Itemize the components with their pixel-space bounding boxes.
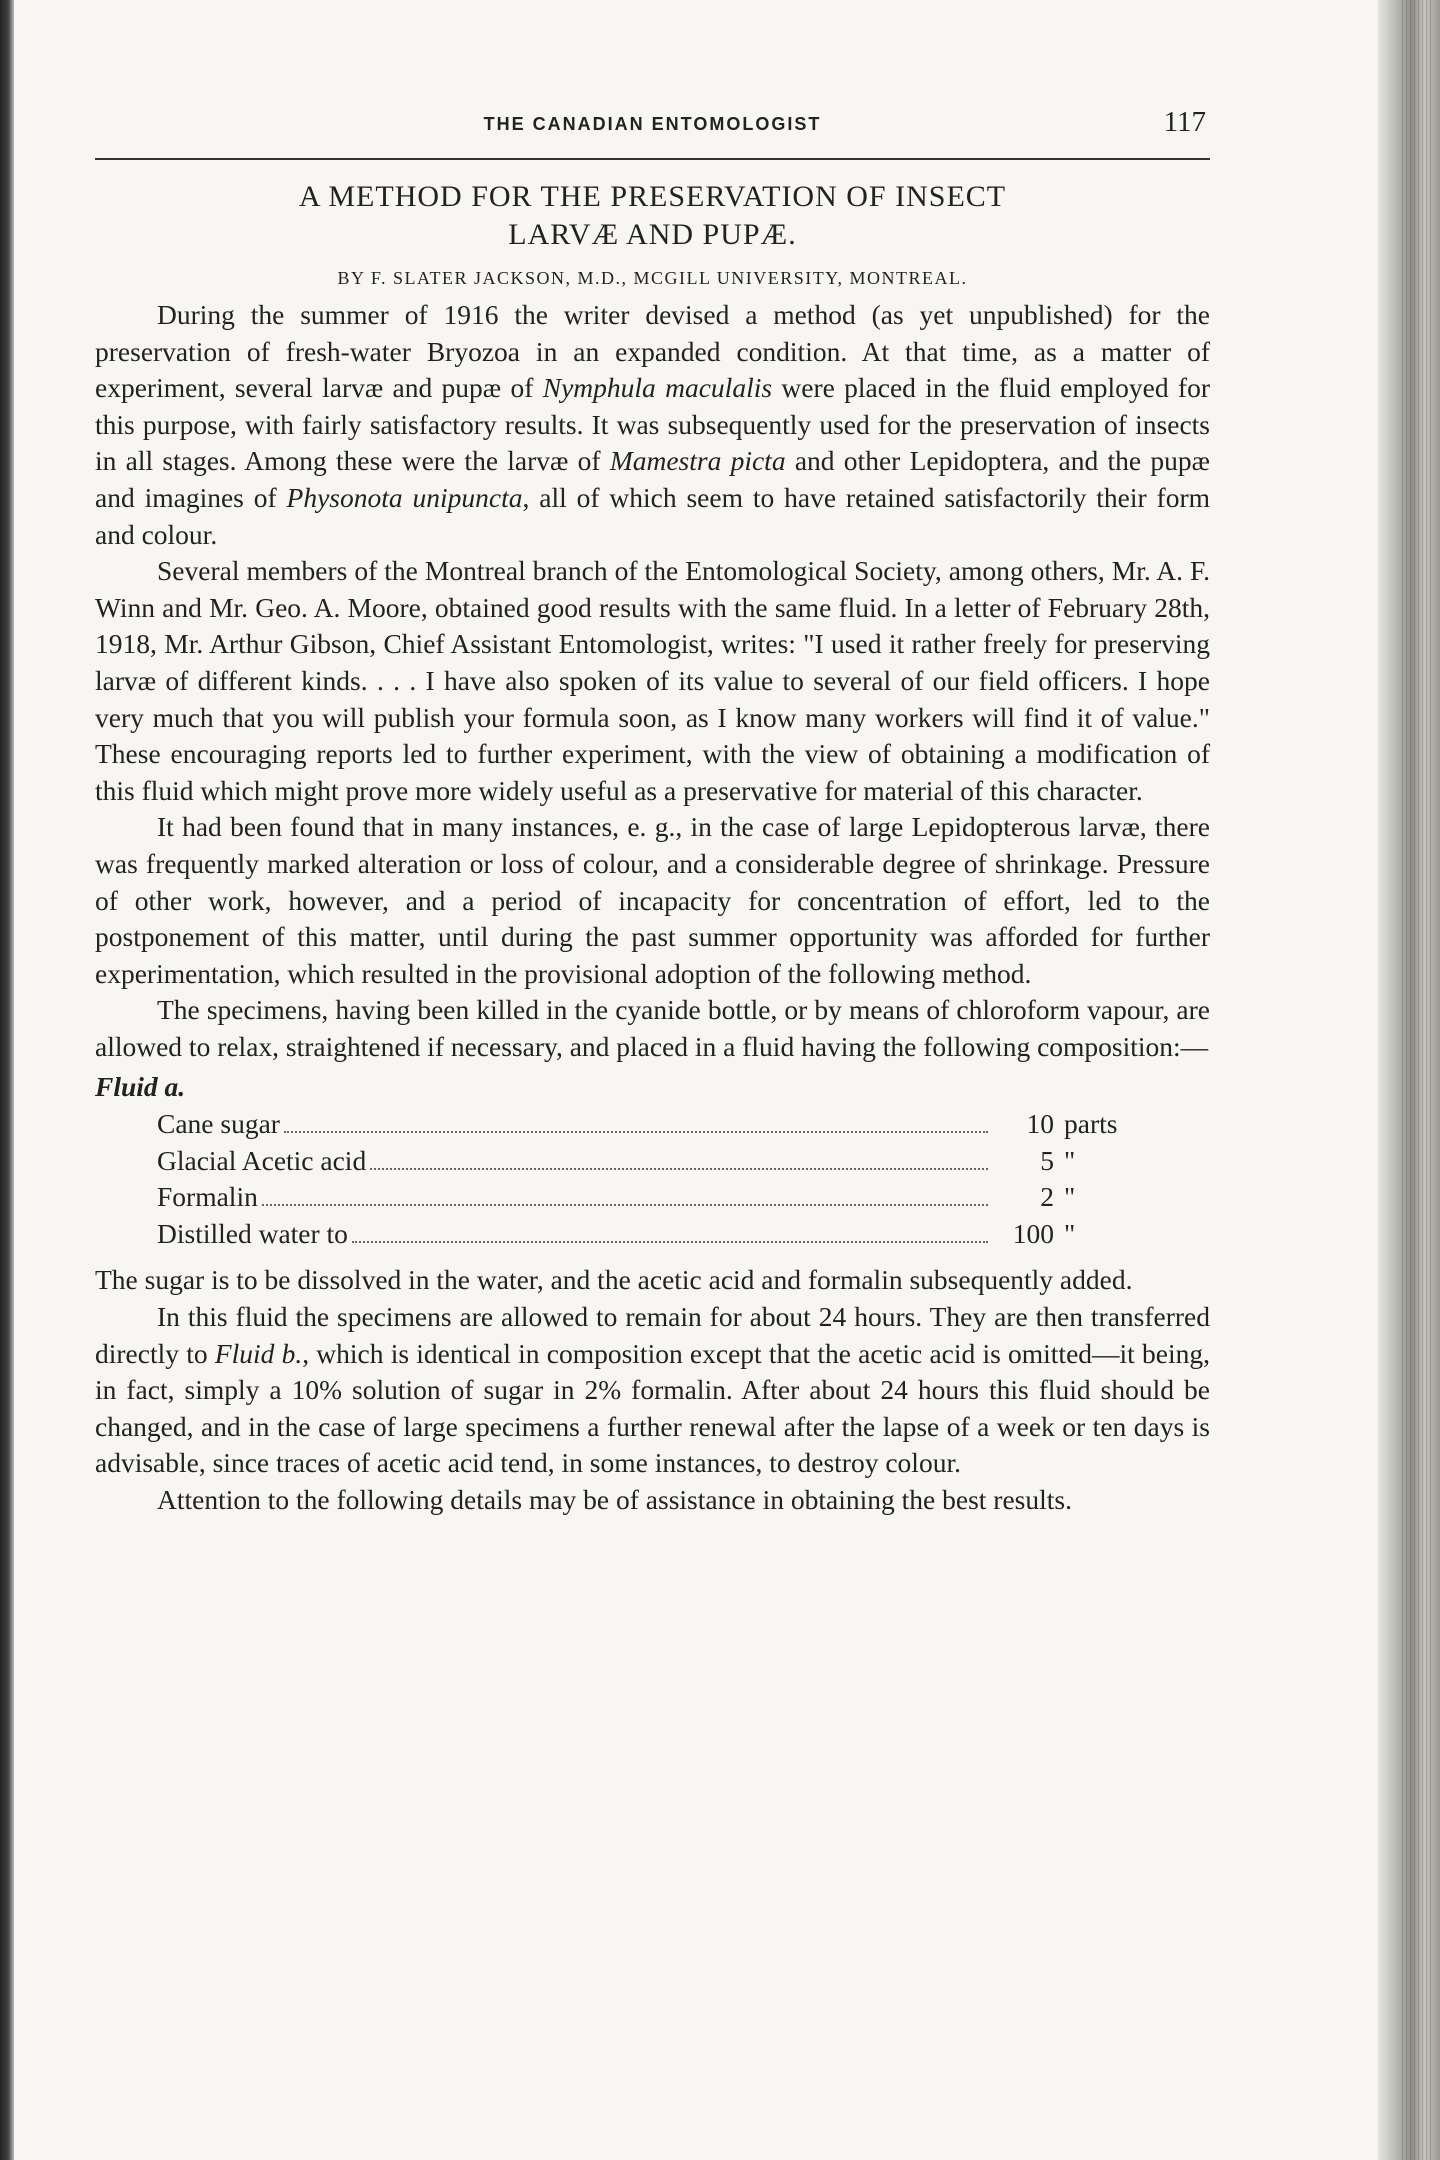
paragraph-3: It had been found that in many instances, e. g., in the case of large Lepidopterous larvæ, there was frequently marked alteration or loss of colour, and a considerable degree of shrinkage. Pressure of other work, however, and a period of incapacity for concentration of effort, led to the postponement of this matter, until during the past summer opportunity was afforded for further experimentation, which resulted in the provisional adoption of the following method. (95, 811, 1210, 989)
recipe-row (157, 1216, 1142, 1253)
recipe-row (157, 1179, 1142, 1216)
dot-leader (262, 1204, 988, 1206)
running-head (95, 100, 1210, 144)
paragraph-1-text-b: were placed in the fluid employed for this purpose, with fairly satisfactory results. It was subsequently used for the preservation of insects in all stages. Among these were the larvæ of (95, 372, 1210, 477)
ingredient-name: Distilled water to (157, 1217, 348, 1249)
ingredient-quantity: 2 (1040, 1181, 1054, 1213)
paragraph-1 (95, 297, 1210, 553)
header-rule (95, 158, 1210, 160)
paragraph-1-text-c: and other Lepidoptera, and the pupæ and imagines of (95, 445, 1210, 513)
ingredient-name: Formalin (157, 1181, 258, 1213)
ingredient-name: Glacial Acetic acid (157, 1144, 367, 1176)
species-name: Physonota unipuncta (286, 481, 523, 513)
paragraph-7: Attention to the following details may be of assistance in obtaining the best results. (157, 1484, 1072, 1515)
paragraph-2: Several members of the Montreal branch of the Entomological Society, among others, Mr. A. F. Winn and Mr. Geo. A. Moore, obtained good results with the same fluid. In a letter of February 28th, 1918, Mr. Arthur Gibson, Chief Assistant Entomologist, writes: "I used it rather freely for preserving larvæ of different kinds. . . . I have also spoken of its value to several of our field officers. I hope very much that you will publish your formula soon, as I know many workers will find it of value." These encouraging reports led to further experiment, with the view of obtaining a modification of this fluid which might prove more widely useful as a preservative for material of this character. (95, 555, 1210, 806)
ingredient-quantity: 10 (1026, 1108, 1054, 1140)
page-number: 117 (1163, 106, 1206, 138)
recipe-row (157, 1143, 1142, 1180)
dot-leader (284, 1131, 988, 1133)
paragraph-1-text-d: , all of which seem to have retained satisfactorily their form and colour. (95, 481, 1210, 550)
paragraph-4: The specimens, having been killed in the cyanide bottle, or by means of chloroform vapour, are allowed to relax, straightened if necessary, and placed in a fluid having the following composition:— (95, 994, 1210, 1062)
scan-page-edge-lines (1402, 0, 1432, 2160)
ingredient-unit: parts (1064, 1108, 1118, 1140)
journal-page (95, 100, 1210, 1519)
paragraph-6 (95, 1299, 1210, 1482)
ingredient-quantity: 5 (1040, 1144, 1054, 1176)
ingredient-name: Cane sugar (157, 1108, 280, 1140)
paragraph-5: The sugar is to be dissolved in the water, and the acetic acid and formalin subsequently added. (95, 1264, 1133, 1296)
species-name: Mamestra picta (609, 445, 786, 477)
article-byline: BY F. SLATER JACKSON, M.D., MCGILL UNIVERSITY, MONTREAL. (337, 268, 968, 288)
article-title (95, 178, 1210, 254)
article-title-line-1: A METHOD FOR THE PRESERVATION OF INSECT (298, 180, 1007, 213)
species-name: Nymphula maculalis (542, 372, 773, 404)
dot-leader (352, 1241, 988, 1243)
ingredient-unit: " (1064, 1144, 1076, 1176)
scan-binding-edge (0, 0, 14, 2160)
fluid-a-label: Fluid a. (95, 1071, 186, 1103)
article-title-line-2: LARVÆ AND PUPÆ. (508, 218, 797, 251)
article-body (95, 297, 1210, 1519)
dot-leader (370, 1168, 988, 1170)
paragraph-6-text-a: In this fluid the specimens are allowed to remain for about 24 hours. They are then transferred directly to (95, 1301, 1210, 1369)
ingredient-unit: " (1064, 1217, 1076, 1249)
recipe-row (157, 1106, 1142, 1143)
fluid-b-reference: Fluid b. (214, 1337, 303, 1369)
ingredient-unit: " (1064, 1181, 1076, 1213)
paragraph-6-text-b: , which is identical in composition except that the acetic acid is omitted—it being, in fact, simply a 10% solution of sugar in 2% formalin. After about 24 hours this fluid should be changed, and in the case of large specimens a further renewal after the lapse of a week or ten days is advisable, since traces of acetic acid tend, in some instances, to destroy colour. (95, 1337, 1210, 1479)
ingredient-quantity: 100 (1012, 1217, 1054, 1249)
fluid-a-recipe (157, 1106, 1142, 1252)
journal-title: THE CANADIAN ENTOMOLOGIST (483, 114, 822, 134)
paragraph-1-text-a: During the summer of 1916 the writer devised a method (as yet unpublished) for the preservation of fresh-water Bryozoa in an expanded condition. At that time, as a matter of experiment, several larvæ and pupæ of (95, 299, 1210, 404)
